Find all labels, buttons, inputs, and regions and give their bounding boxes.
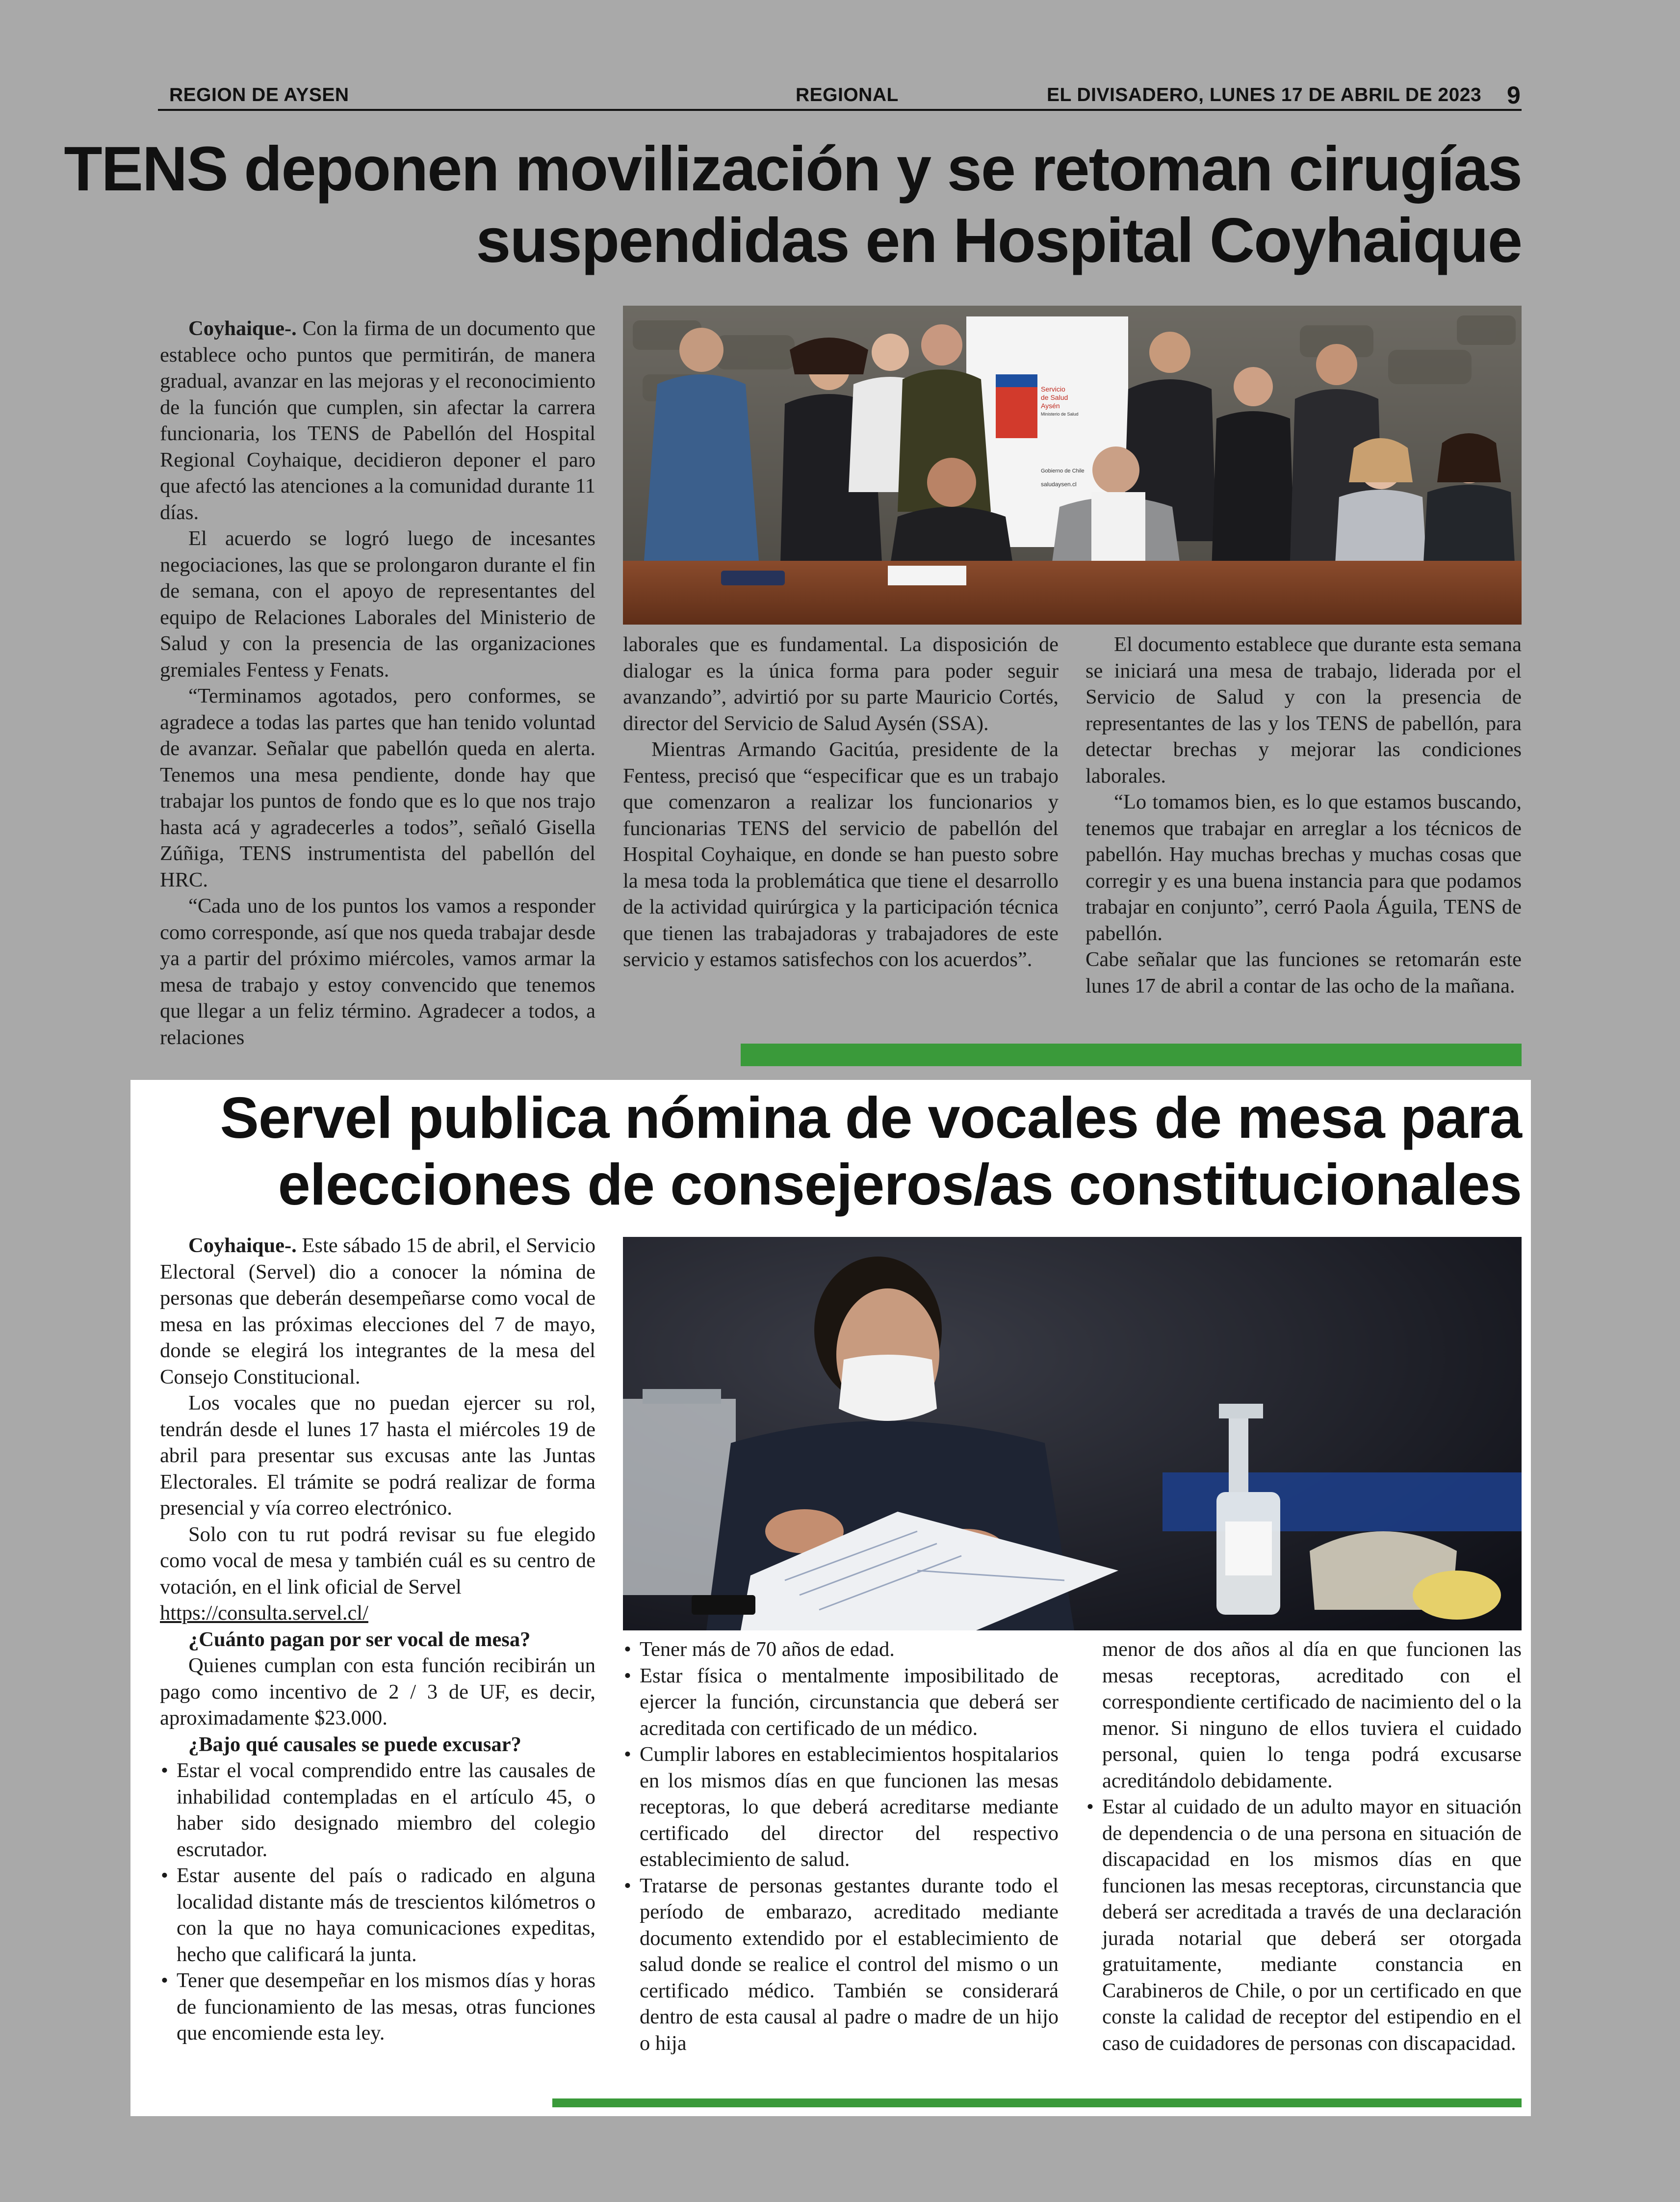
servel-link[interactable]: https://consulta.servel.cl/ — [160, 1601, 368, 1625]
banner-footer: Gobierno de Chile — [1041, 468, 1085, 474]
paragraph: “Cada uno de los puntos los vamos a responder como corresponde, así que nos queda trabajar desde ya a partir del próximo miércoles, vamos armar la mesa de trabajo y estoy convencido que tenemos que llegar a un feliz término. Agradecer a todos, a relaciones — [160, 894, 595, 1049]
paragraph: El documento establece que durante esta semana se iniciará una mesa de trabajo, liderada por el Servicio de Salud y con la presencia de representantes de las y los TENS de pabellón, para detectar brechas y mejorar las condiciones laborales. — [1086, 633, 1522, 787]
photo-tens-signing-image — [623, 306, 1522, 625]
article1-column-1 — [160, 315, 595, 1050]
list-item: • Estar al cuidado de un adulto mayor en situación de dependencia o de una persona en situación de discapacidad en los mismos días en que funcionen las mesas receptoras, circunstancia que deberá ser acreditada a través de una declaración jurada notarial que deberá ser otorgada gratuitamente, mediante constancia en Carabineros de Chile, o por un certificado en que conste la calidad de receptor del estipendio en el caso de cuidadores de personas con discapacidad. — [1086, 1794, 1522, 2056]
header-rule — [158, 109, 1522, 111]
list-item: • Tener que desempeñar en los mismos días y horas de funcionamiento de las mesas, otras funciones que encomiende esta ley. — [160, 1967, 595, 2046]
green-divider-bar — [741, 1044, 1522, 1066]
list-item: • Estar el vocal comprendido entre las causales de inhabilidad contempladas en el artículo 45, o haber sido designado miembro del colegio escrutador. — [160, 1757, 595, 1862]
article-title-line-1: Servel publica nómina de vocales de mesa para — [220, 1085, 1522, 1151]
list-item: • Tener más de 70 años de edad. — [623, 1636, 1059, 1663]
causales-list — [623, 1636, 1059, 2056]
causales-list — [160, 1757, 595, 2046]
list-item: • Estar ausente del país o radicado en alguna localidad distante más de trescientos kilómetros o con la que no haya comunicaciones expeditas, hecho que calificará la junta. — [160, 1862, 595, 1967]
section-label: REGION DE AYSEN — [169, 84, 349, 105]
edition-date: EL DIVISADERO, LUNES 17 DE ABRIL DE 2023 — [1047, 84, 1482, 105]
article1-column-3 — [1086, 631, 1522, 999]
article-title — [220, 1085, 1522, 1218]
photo-vocal-de-mesa-image — [623, 1237, 1522, 1630]
paragraph: Solo con tu rut podrá revisar su fue elegido como vocal de mesa y también cuál es su centro de votación, en el link oficial de Servel — [160, 1522, 595, 1599]
causales-list — [1086, 1794, 1522, 2056]
paragraph: “Lo tomamos bien, es lo que estamos buscando, tenemos que trabajar en arreglar a los técnicos de pabellón. Hay muchas brechas y muchas cosas que corregir y es una buena instancia para que podamos trabajar en conjunto”, cerró Paola Águila, TENS de pabellón. — [1086, 790, 1522, 945]
page-number: 9 — [1507, 81, 1521, 109]
dateline: Coyhaique-. — [188, 317, 297, 340]
paragraph: “Terminamos agotados, pero conformes, se agradece a todas las partes que han tenido voluntad de avanzar. Señalar que pabellón queda en alerta. Tenemos una mesa pendiente, donde hay que trabajar los puntos de fondo que es lo que nos trajo hasta acá y agradecerles a todos”, señaló Gisella Zúñiga, TENS instrumentista del pabellón del HRC. — [160, 684, 595, 891]
paragraph: Con la firma de un documento que establece ocho puntos que permitirán, de manera gradual, avanzar en las mejoras y el reconocimiento de la función que cumplen, sin afectar la carrera funcionaria, los TENS de Pabellón del Hospital Regional Coyhaique, decidieron deponer el paro que afectó las atenciones a la comunidad durante 11 días. — [160, 317, 595, 524]
list-item: • Tratarse de personas gestantes durante todo el período de embarazo, acreditado mediante documento extendido por el establecimiento de salud donde se realice el control del mismo o un certificado médico. También se considerará dentro de esta causal al padre o madre de un hijo o hija — [623, 1873, 1059, 2057]
subheading-causales: ¿Bajo qué causales se puede excusar? — [188, 1732, 521, 1756]
paragraph: Mientras Armando Gacitúa, presidente de la Fentess, precisó que “especificar que es un trabajo que comenzaron a realizar los funcionarios y funcionarias TENS del servicio de pabellón del Hospital Coyhaique, en donde se han puesto sobre la mesa toda la problemática que tiene el desarrollo de la actividad quirúrgica y la participación técnica que tienen las trabajadoras y trabajadores de este servicio y estamos satisfechos con los acuerdos”. — [623, 738, 1059, 971]
paragraph: Los vocales que no puedan ejercer su rol, tendrán desde el lunes 17 hasta el miércoles 19 de abril para presentar sus excusas ante las Juntas Electorales. El trámite se podrá realizar de forma presencial y vía correo electrónico. — [160, 1391, 595, 1520]
paragraph: El acuerdo se logró luego de incesantes negociaciones, las que se prolongaron durante el fin de semana, con el apoyo de representantes del equipo de Relaciones Laborales del Ministerio de Salud y con la presencia de las organizaciones gremiales Fentess y Fenats. — [160, 527, 595, 682]
article2-column-1 — [160, 1232, 595, 2046]
article-title — [64, 133, 1522, 277]
paragraph: menor de dos años al día en que funcionen las mesas receptoras, acreditado con el correspondiente certificado de nacimiento del o la menor. Si ninguno de ellos tuviera el cuidado personal, quien lo tenga podrá excusarse acreditándolo debidamente. — [1102, 1638, 1522, 1792]
article2-column-2 — [623, 1636, 1059, 2056]
paragraph: Cabe señalar que las funciones se retomarán este lunes 17 de abril a contar de las ocho de la mañana. — [1086, 948, 1522, 997]
article-title-line-1: TENS deponen movilización y se retoman cirugías — [64, 134, 1522, 204]
dateline: Coyhaique-. — [188, 1234, 297, 1257]
banner-url: saludaysen.cl — [1041, 481, 1077, 488]
photo-vocal-de-mesa — [623, 1237, 1522, 1630]
paragraph: Quienes cumplan con esta función recibirán un pago como incentivo de 2 / 3 de UF, es decir, aproximadamente $23.000. — [160, 1654, 595, 1730]
green-divider-bar — [552, 2098, 1522, 2107]
list-item: • Estar física o mentalmente imposibilitado de ejercer la función, circunstancia que deberá ser acreditada con certificado de un médico. — [623, 1663, 1059, 1742]
article-title-line-2: elecciones de consejeros/as constitucionales — [278, 1152, 1522, 1217]
list-item: • Cumplir labores en establecimientos hospitalarios en los mismos días en que funcionen las mesas receptoras, lo que deberá acreditarse mediante certificado del director del respectivo establecimiento de salud. — [623, 1741, 1059, 1873]
article2-column-3 — [1086, 1636, 1522, 2056]
paragraph: Este sábado 15 de abril, el Servicio Electoral (Servel) dio a conocer la nómina de personas que deberán desempeñarse como vocal de mesa en las próximas elecciones del 7 de mayo, donde se elegirá los integrantes de la mesa del Consejo Constitucional. — [160, 1234, 595, 1389]
subheading-pago: ¿Cuánto pagan por ser vocal de mesa? — [188, 1627, 531, 1651]
article1-column-2 — [623, 631, 1059, 973]
photo-tens-signing — [623, 306, 1522, 625]
article-title-line-2: suspendidas en Hospital Coyhaique — [476, 205, 1522, 276]
banner-line-1: Servicio — [1041, 385, 1065, 393]
banner-line-3: Aysén — [1041, 402, 1060, 410]
banner-line-4: Ministerio de Salud — [1041, 412, 1079, 417]
paragraph: laborales que es fundamental. La disposición de dialogar es la única forma para poder seguir avanzando”, advirtió por su parte Mauricio Cortés, director del Servicio de Salud Aysén (SSA). — [623, 633, 1059, 735]
section-title: REGIONAL — [796, 84, 899, 105]
banner-line-2: de Salud — [1041, 393, 1068, 401]
